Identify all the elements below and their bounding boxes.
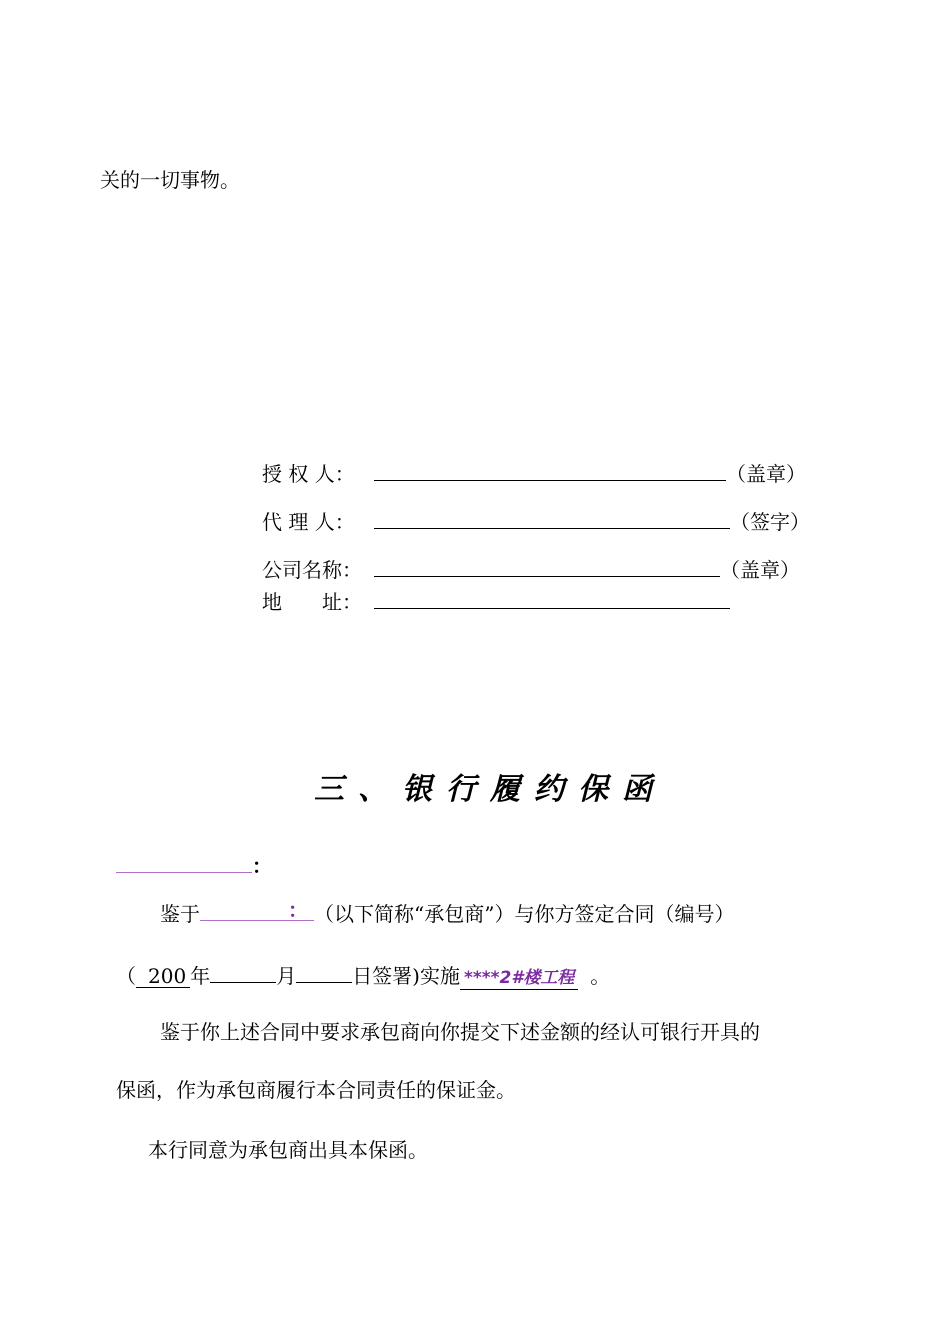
continuation-text: 关的一切事物。: [100, 168, 240, 192]
contractor-field[interactable]: [200, 900, 314, 921]
month-field[interactable]: [210, 960, 276, 983]
signature-row-address: [262, 586, 730, 616]
authorizer-suffix: （盖章）: [726, 462, 806, 486]
agent-field[interactable]: [374, 506, 730, 529]
p1-text: （以下简称“承包商”）与你方签定合同（编号）: [314, 902, 735, 926]
company-label: 公司名称：: [262, 558, 362, 582]
paragraph-1: [160, 900, 734, 928]
company-field[interactable]: [374, 554, 720, 577]
company-suffix: （盖章）: [720, 558, 800, 582]
signature-row-authorizer: [262, 458, 806, 488]
signature-row-agent: [262, 506, 810, 536]
p2-open: （: [116, 964, 136, 988]
section-title: 三、银行履约保函: [314, 772, 666, 807]
p2-end: 。: [590, 964, 611, 988]
year-field[interactable]: 200: [136, 965, 190, 988]
contractor-colon: ：: [288, 898, 308, 922]
p1-prefix: 鉴于: [160, 902, 200, 926]
agent-suffix: （签字）: [730, 510, 810, 534]
paragraph-2: [116, 960, 610, 990]
p2-day-suffix: 日签署)实施: [352, 964, 460, 988]
authorizer-label: 授 权 人：: [262, 462, 355, 486]
month-unit: 月: [276, 964, 297, 988]
address-field[interactable]: [374, 586, 730, 609]
signature-row-company: [262, 554, 800, 584]
address-label: 地 址：: [262, 590, 362, 614]
recipient-colon: ：: [252, 854, 272, 878]
recipient-line: [116, 852, 272, 880]
recipient-field[interactable]: [116, 852, 252, 873]
year-unit: 年: [190, 964, 211, 988]
project-name: ****2#楼工程: [460, 967, 578, 990]
day-field[interactable]: [296, 960, 352, 983]
authorizer-field[interactable]: [374, 458, 726, 481]
paragraph-4: 本行同意为承包商出具本保函。: [148, 1138, 428, 1162]
paragraph-3-line-2: 保函，作为承包商履行本合同责任的保证金。: [116, 1078, 516, 1102]
paragraph-3-line-1: 鉴于你上述合同中要求承包商向你提交下述金额的经认可银行开具的: [160, 1020, 760, 1044]
agent-label: 代 理 人：: [262, 510, 355, 534]
